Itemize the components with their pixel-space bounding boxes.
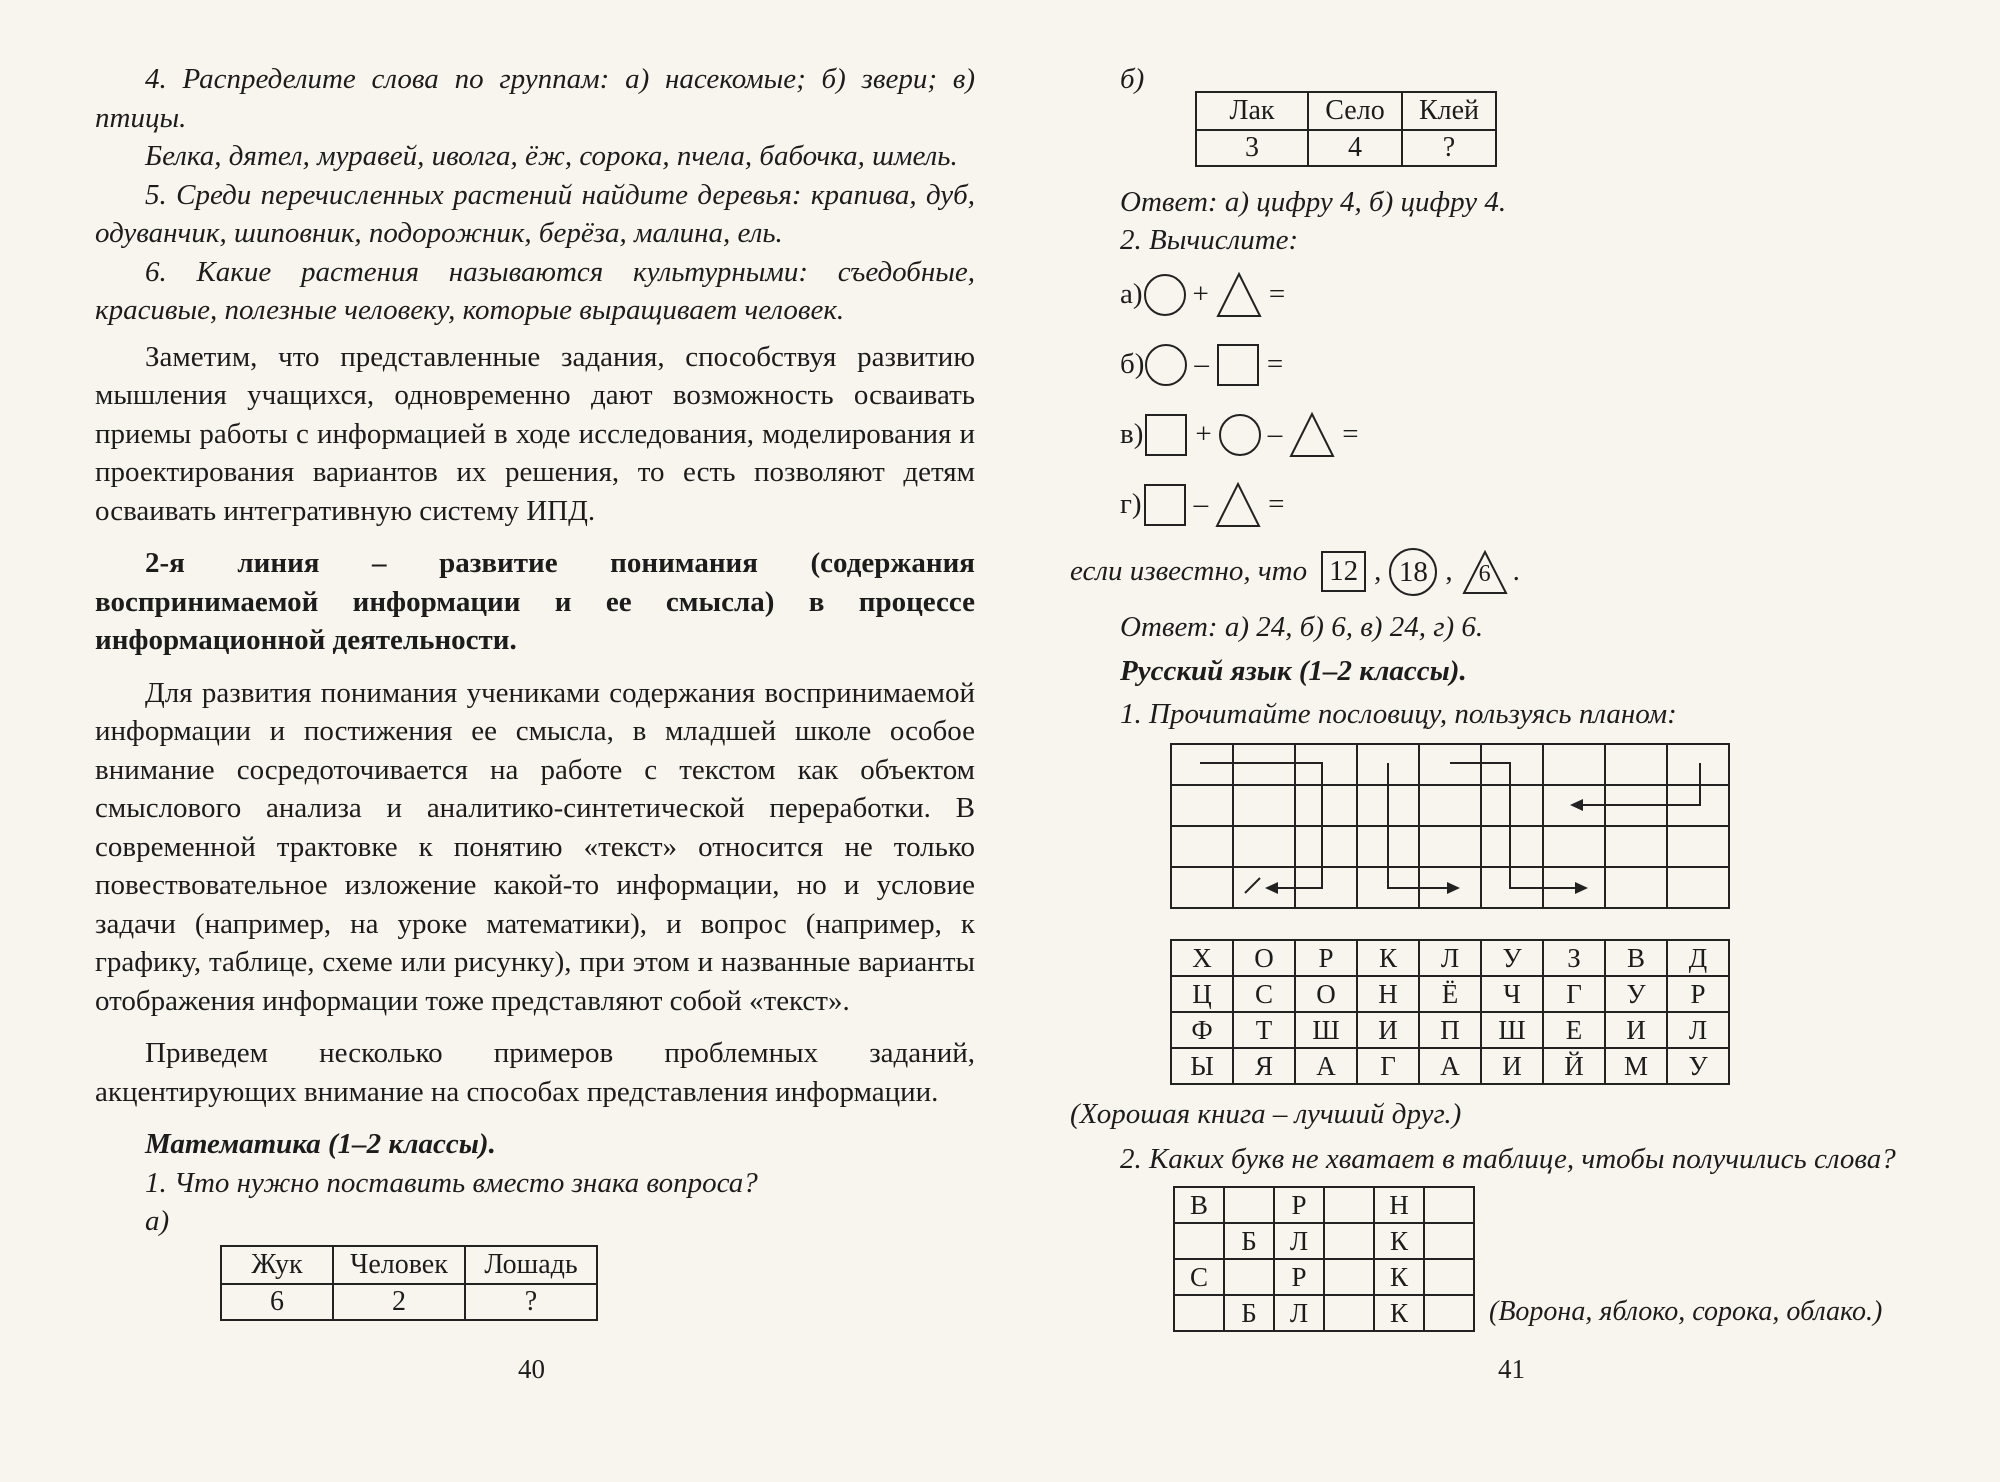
letter-cell: В xyxy=(1605,940,1667,976)
given-circle: 18 xyxy=(1389,548,1437,596)
table-a-header: Человек xyxy=(333,1246,465,1284)
answer-1: Ответ: а) цифру 4, б) цифру 4. xyxy=(1120,185,1507,218)
expression-v xyxy=(1120,400,1950,470)
answer-2: Ответ: а) 24, б) 6, в) 24, г) 6. xyxy=(1120,610,1484,643)
letter-cell: У xyxy=(1605,976,1667,1012)
letter-cell: Й xyxy=(1543,1048,1605,1084)
table-b-cell: 4 xyxy=(1308,130,1402,166)
triangle-icon xyxy=(1215,270,1263,320)
word-cell: Л xyxy=(1274,1295,1324,1331)
label-a: а) xyxy=(145,1205,170,1237)
letter-cell: Л xyxy=(1667,1012,1729,1048)
proverb-answer: (Хорошая книга – лучший друг.) xyxy=(1070,1098,1462,1130)
table-b-cell: ? xyxy=(1402,130,1496,166)
letter-cell: И xyxy=(1481,1048,1543,1084)
expr-label: а) xyxy=(1120,278,1143,310)
letter-cell: Ш xyxy=(1295,1012,1357,1048)
square-icon xyxy=(1215,340,1261,390)
words-table xyxy=(1173,1186,1475,1332)
table-a-cell: ? xyxy=(465,1284,597,1320)
page-number-right: 41 xyxy=(1498,1354,1525,1384)
letters-table xyxy=(1170,939,1730,1085)
expr-label: г) xyxy=(1120,488,1142,520)
equals-sign: = xyxy=(1266,348,1284,380)
word-cell: Р xyxy=(1274,1259,1324,1295)
square-icon xyxy=(1142,480,1188,530)
given-square: 12 xyxy=(1321,551,1366,592)
russian-question-1: 1. Прочитайте пословицу, пользуясь планом: xyxy=(1120,697,1677,730)
table-a-header: Лошадь xyxy=(465,1246,597,1284)
letter-cell: С xyxy=(1233,976,1295,1012)
given-triangle-value: 6 xyxy=(1478,560,1491,587)
word-cell xyxy=(1324,1295,1374,1331)
left-page xyxy=(95,60,975,1321)
triangle-icon xyxy=(1288,410,1336,460)
expression-g xyxy=(1120,470,1950,540)
letter-cell: Л xyxy=(1419,940,1481,976)
table-b-header: Село xyxy=(1308,92,1402,130)
square-icon xyxy=(1143,410,1189,460)
letter-cell: Я xyxy=(1233,1048,1295,1084)
word-cell xyxy=(1174,1223,1224,1259)
label-b: б) xyxy=(1120,63,1145,95)
question-5: 5. Среди перечисленных растений найдите деревья: крапива, дуб, одуванчик, шиповник, подорожник, берёза, малина, ель. xyxy=(95,178,975,249)
letter-cell: О xyxy=(1233,940,1295,976)
letter-cell: Ц xyxy=(1171,976,1233,1012)
question-4: 4. Распределите слова по группам: а) насекомые; б) звери; в) птицы. xyxy=(95,63,975,134)
math-question-1: 1. Что нужно поставить вместо знака вопроса? xyxy=(145,1166,758,1199)
letter-cell: Н xyxy=(1357,976,1419,1012)
math-heading: Математика (1–2 классы). xyxy=(145,1128,496,1160)
word-cell: Л xyxy=(1274,1223,1324,1259)
word-cell: К xyxy=(1374,1223,1424,1259)
page-number-left: 40 xyxy=(518,1354,545,1384)
expr-label: в) xyxy=(1120,418,1144,450)
letter-cell: З xyxy=(1543,940,1605,976)
russian-question-2: 2. Каких букв не хватает в таблице, чтобы получились слова? xyxy=(1120,1142,1896,1175)
equals-sign: = xyxy=(1268,488,1285,520)
letter-cell: У xyxy=(1481,940,1543,976)
plus-sign: + xyxy=(1195,418,1212,450)
letter-cell: И xyxy=(1605,1012,1667,1048)
word-cell: Б xyxy=(1224,1295,1274,1331)
question-2-compute: 2. Вычислите: xyxy=(1120,224,1299,256)
circle-icon xyxy=(1143,270,1187,320)
word-cell xyxy=(1424,1295,1474,1331)
letter-cell: Г xyxy=(1357,1048,1419,1084)
letter-cell: Т xyxy=(1233,1012,1295,1048)
letter-cell: У xyxy=(1667,1048,1729,1084)
word-cell: В xyxy=(1174,1187,1224,1223)
table-a-cell: 2 xyxy=(333,1284,465,1320)
word-cell xyxy=(1174,1295,1224,1331)
minus-sign: – xyxy=(1194,348,1209,380)
circle-icon xyxy=(1218,410,1262,460)
plus-sign: + xyxy=(1192,278,1209,310)
word-cell: Б xyxy=(1224,1223,1274,1259)
word-cell xyxy=(1224,1187,1274,1223)
letter-cell: Е xyxy=(1543,1012,1605,1048)
words-answer: (Ворона, яблоко, сорока, облако.) xyxy=(1489,1296,1883,1327)
word-cell xyxy=(1424,1223,1474,1259)
right-page xyxy=(1070,60,1950,1332)
word-cell xyxy=(1224,1259,1274,1295)
question-4-words: Белка, дятел, муравей, иволга, ёж, сорока, пчела, бабочка, шмель. xyxy=(145,140,958,172)
section-heading: 2-я линия – развитие понимания (содержания воспринимаемой информации и ее смысла) в процессе информационной деятельности. xyxy=(95,547,975,656)
letter-cell: Ш xyxy=(1481,1012,1543,1048)
letter-cell: Г xyxy=(1543,976,1605,1012)
letter-cell: И xyxy=(1357,1012,1419,1048)
letter-cell: Ё xyxy=(1419,976,1481,1012)
given-values: если известно, что 12 , 18 , 6 . xyxy=(1070,540,1950,604)
equals-sign: = xyxy=(1268,278,1286,310)
letter-cell: О xyxy=(1295,976,1357,1012)
table-b-header: Клей xyxy=(1402,92,1496,130)
table-b-cell: 3 xyxy=(1196,130,1308,166)
table-b-header: Лак xyxy=(1196,92,1308,130)
reading-plan-grid xyxy=(1170,743,1730,913)
word-cell: К xyxy=(1374,1259,1424,1295)
letter-cell: Р xyxy=(1667,976,1729,1012)
question-6: 6. Какие растения называются культурными: съедобные, красивые, полезные человеку, которые выращивает человек. xyxy=(95,255,975,326)
given-triangle xyxy=(1461,549,1509,595)
expression-a xyxy=(1120,260,1950,330)
table-a xyxy=(220,1245,598,1321)
word-cell xyxy=(1324,1259,1374,1295)
letter-cell: М xyxy=(1605,1048,1667,1084)
word-cell xyxy=(1324,1187,1374,1223)
equals-sign: = xyxy=(1342,418,1359,450)
circle-icon xyxy=(1144,340,1188,390)
word-cell: Н xyxy=(1374,1187,1424,1223)
triangle-icon xyxy=(1214,480,1262,530)
word-cell xyxy=(1324,1223,1374,1259)
word-cell xyxy=(1424,1259,1474,1295)
table-a-cell: 6 xyxy=(221,1284,333,1320)
given-text: если известно, что xyxy=(1070,555,1308,587)
letter-cell: К xyxy=(1357,940,1419,976)
paragraph-1: Заметим, что представленные задания, способствуя развитию мышления учащихся, одновременно дают возможность осваивать приемы работы с информацией в ходе исследования, моделирования и проектирования вариантов их решения, то есть позволяют детям осваивать интегративную систему ИПД. xyxy=(95,340,975,527)
word-cell: К xyxy=(1374,1295,1424,1331)
letter-cell: А xyxy=(1295,1048,1357,1084)
table-a-header: Жук xyxy=(221,1246,333,1284)
letter-cell: Ч xyxy=(1481,976,1543,1012)
letter-cell: Ф xyxy=(1171,1012,1233,1048)
letter-cell: Х xyxy=(1171,940,1233,976)
table-b xyxy=(1195,91,1497,167)
letter-cell: П xyxy=(1419,1012,1481,1048)
letter-cell: Д xyxy=(1667,940,1729,976)
minus-sign: – xyxy=(1267,418,1283,450)
word-cell: С xyxy=(1174,1259,1224,1295)
words-block xyxy=(1070,1186,1950,1332)
paragraph-3: Приведем несколько примеров проблемных заданий, акцентирующих внимание на способах представления информации. xyxy=(95,1037,975,1108)
letter-cell: Ы xyxy=(1171,1048,1233,1084)
paragraph-2: Для развития понимания учениками содержания воспринимаемой информации и постижения ее смысла, в младшей школе особое внимание сосредоточивается на работе с текстом как объектом смыслового анализа и аналитико-синтетической переработки. В современной трактовке к понятию «текст» относится не только повествовательное изложение какой-то информации, но и условие задачи (например, на уроке математики), и вопрос (например, к графику, таблице, схеме или рисунку), при этом и названные варианты отображения информации тоже представляют собой «текст». xyxy=(95,676,975,1017)
word-cell xyxy=(1424,1187,1474,1223)
minus-sign: – xyxy=(1193,488,1209,520)
letter-cell: Р xyxy=(1295,940,1357,976)
letter-cell: А xyxy=(1419,1048,1481,1084)
word-cell: Р xyxy=(1274,1187,1324,1223)
expr-label: б) xyxy=(1120,348,1145,380)
expression-b xyxy=(1120,330,1950,400)
russian-heading: Русский язык (1–2 классы). xyxy=(1120,655,1467,687)
